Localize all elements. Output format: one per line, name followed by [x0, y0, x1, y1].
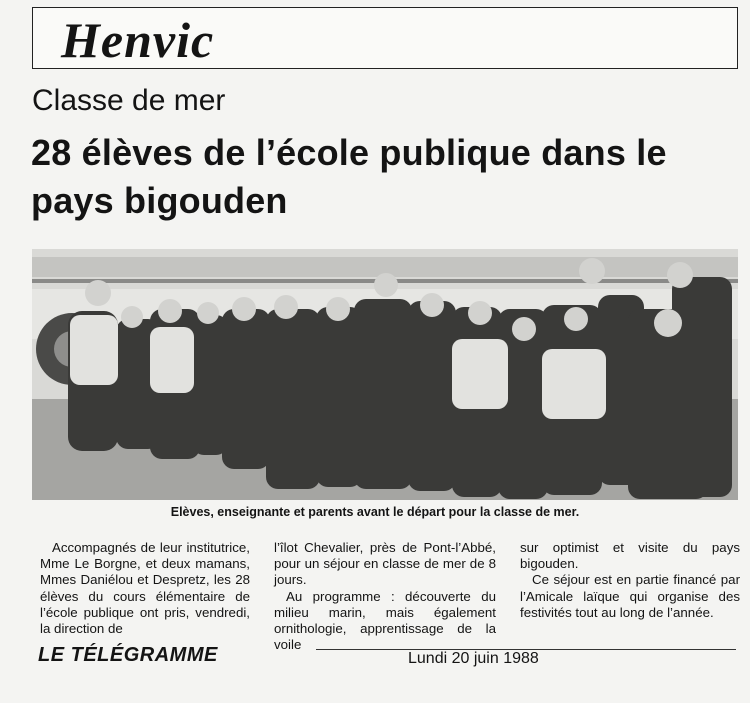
- article-kicker: Classe de mer: [32, 84, 226, 117]
- column-1: [40, 540, 250, 637]
- photo-caption: Elèves, enseignante et parents avant le départ pour la classe de mer.: [170, 505, 580, 519]
- masthead-box: [32, 7, 738, 69]
- article-headline: 28 élèves de l’école publique dans le pays bigouden: [31, 132, 667, 221]
- paragraph: Au programme : découverte du milieu marin, mais également ornithologie, apprentissage de la voile: [274, 588, 496, 653]
- column-3: [520, 540, 740, 621]
- publication-date: Lundi 20 juin 1988: [408, 650, 539, 667]
- column-2: [274, 540, 496, 653]
- article-body: [40, 540, 740, 653]
- newspaper-name: LE TÉLÉGRAMME: [38, 644, 218, 666]
- paragraph: Accompagnés de leur institutrice, Mme Le Borgne, et deux mamans, Mmes Daniélou et Despretz, les 28 élèves du cours élémentaire de l’école publique ont pris, vendredi, la direction de: [40, 540, 250, 637]
- paragraph: sur optimist et visite du pays bigouden.: [520, 540, 740, 572]
- group-photo: [32, 249, 738, 500]
- paragraph: Ce séjour est en partie financé par l’Amicale laïque qui organise des festivités tout au long de l’année.: [520, 572, 740, 620]
- masthead-title: Henvic: [61, 12, 215, 68]
- paragraph: l’îlot Chevalier, près de Pont-l’Abbé, pour un séjour en classe de mer de 8 jours.: [274, 540, 496, 588]
